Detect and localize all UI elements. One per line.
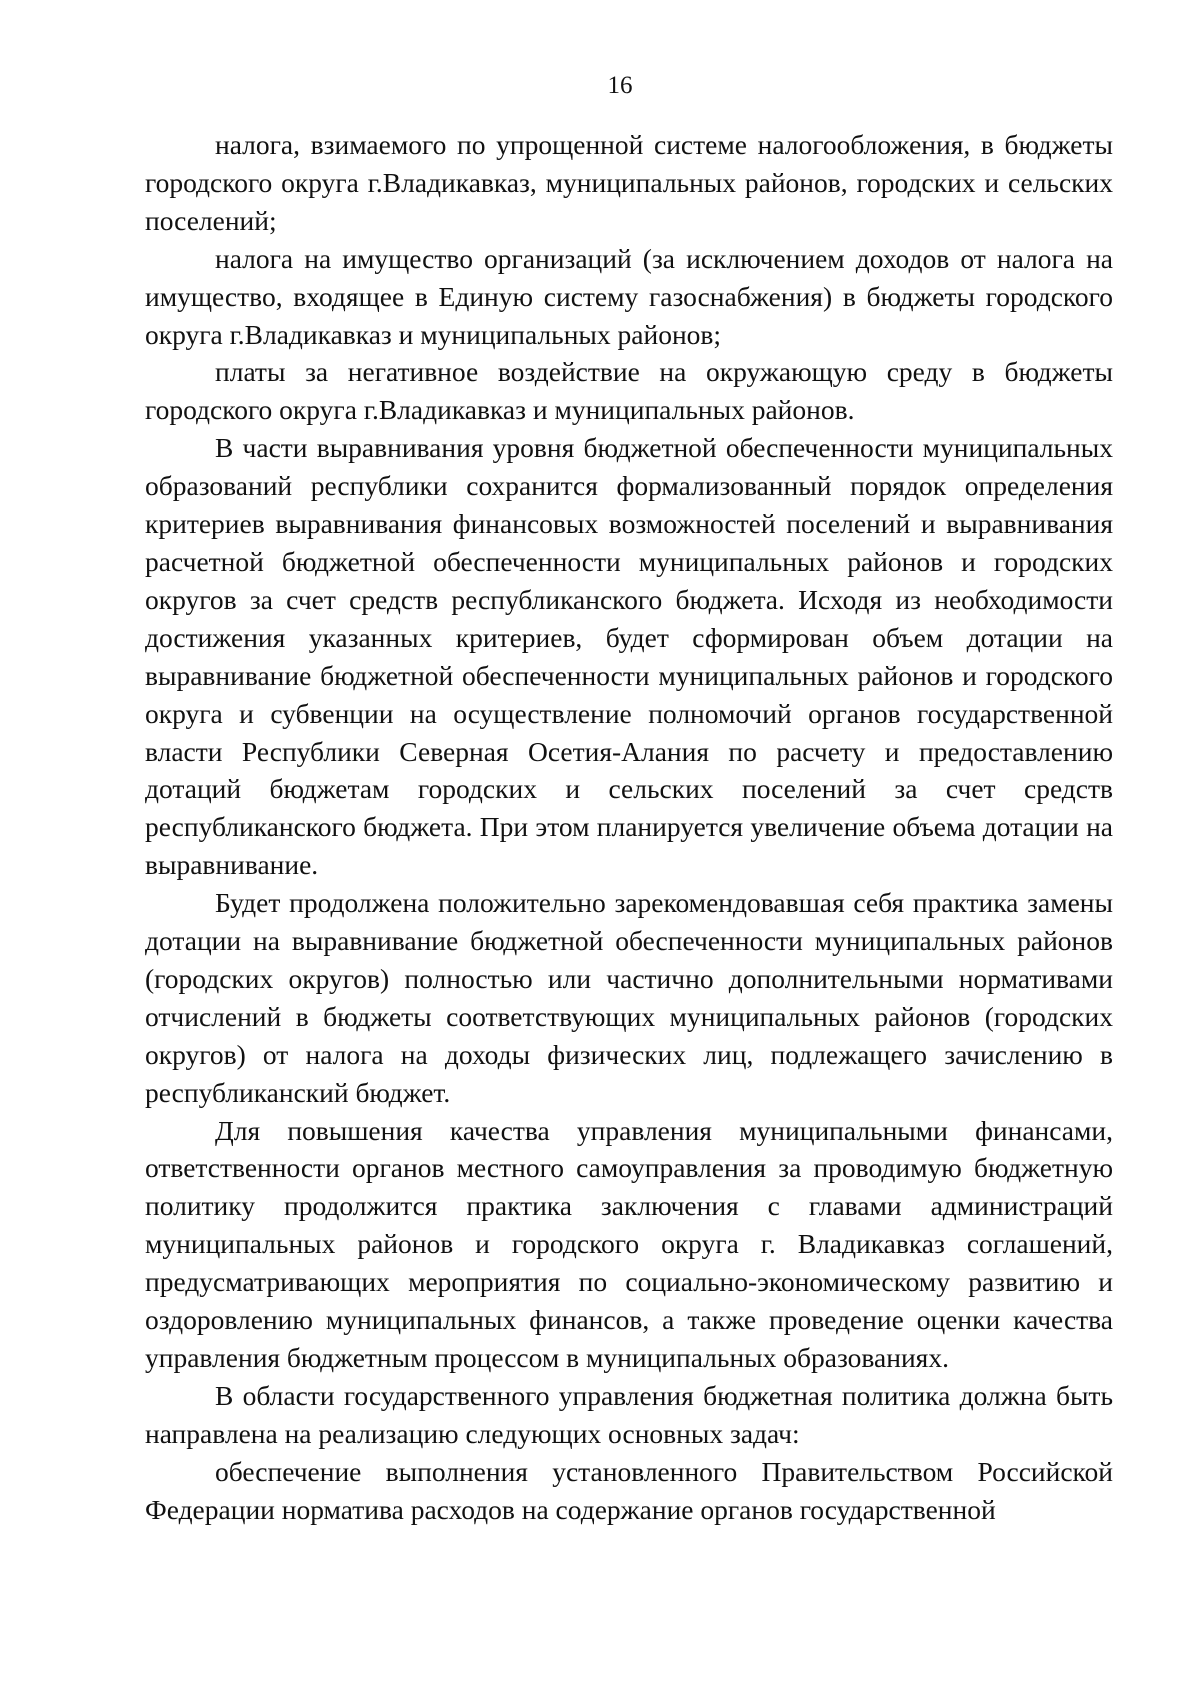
document-body	[145, 126, 1113, 1529]
paragraph-property-tax: налога на имущество организаций (за исключением доходов от налога на имущество, входящее в Единую систему газоснабжения) в бюджеты городского округа г.Владикавказ и муниципальных районов;	[145, 242, 1113, 350]
paragraph-tax-simplified: налога, взимаемого по упрощенной системе налогообложения, в бюджеты городского округа г.Владикавказ, муниципальных районов, городских и сельских поселений;	[145, 129, 1113, 236]
paragraph-expense-norm: обеспечение выполнения установленного Правительством Российской Федерации норматива расходов на содержание органов государственной	[145, 1455, 1113, 1525]
page-number: 16	[607, 72, 633, 99]
paragraph-municipal-finance-quality: Для повышения качества управления муниципальными финансами, ответственности органов местного самоуправления за проводимую бюджетную политику продолжится практика заключения с главами администраций муниципальных районов и городского округа г. Владикавказ соглашений, предусматривающих мероприятия по социально-экономическому развитию и оздоровлению муниципальных финансов, а также проведение оценки качества управления бюджетным процессом в муниципальных образованиях.	[145, 1114, 1113, 1373]
paragraph-environmental-fee: платы за негативное воздействие на окружающую среду в бюджеты городского округа г.Владикавказ и муниципальных районов.	[145, 356, 1113, 426]
paragraph-state-administration: В области государственного управления бюджетная политика должна быть направлена на реализацию следующих основных задач:	[145, 1379, 1113, 1449]
paragraph-budget-equalization: В части выравнивания уровня бюджетной обеспеченности муниципальных образований республики сохранится формализованный порядок определения критериев выравнивания финансовых возможностей поселений и выравнивания расчетной бюджетной обеспеченности муниципальных районов и городских округов за счет средств республиканского бюджета. Исходя из необходимости достижения указанных критериев, будет сформирован объем дотации на выравнивание бюджетной обеспеченности муниципальных районов и городского округа и субвенции на осуществление полномочий органов государственной власти Республики Северная Осетия-Алания по расчету и предоставлению дотаций бюджетам городских и сельских поселений за счет средств республиканского бюджета. При этом планируется увеличение объема дотации на выравнивание.	[145, 432, 1113, 881]
paragraph-replacement-practice: Будет продолжена положительно зарекомендовавшая себя практика замены дотации на выравнивание бюджетной обеспеченности муниципальных районов (городских округов) полностью или частично дополнительными нормативами отчислений в бюджеты соответствующих муниципальных районов (городских округов) от налога на доходы физических лиц, подлежащего зачислению в республиканский бюджет.	[145, 887, 1113, 1108]
